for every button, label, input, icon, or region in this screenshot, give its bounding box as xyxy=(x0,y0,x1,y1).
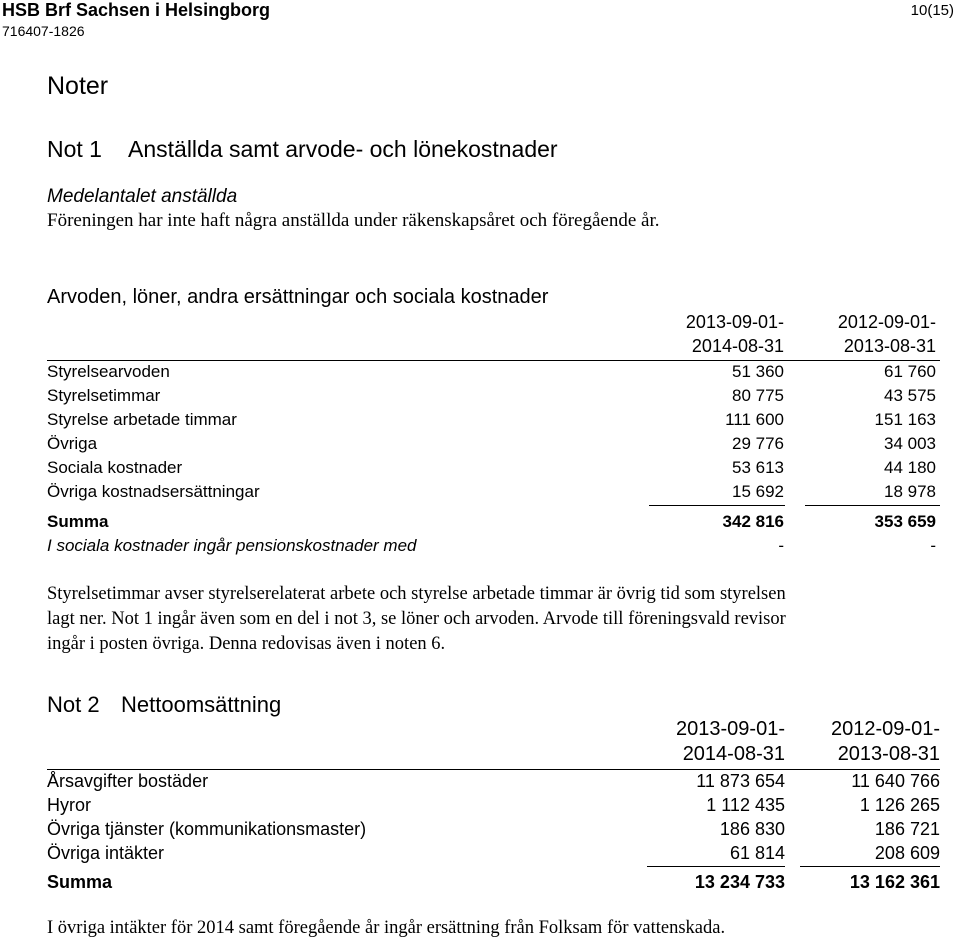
table-row-label: Övriga kostnadsersättningar xyxy=(47,482,260,501)
org-name: HSB Brf Sachsen i Helsingborg xyxy=(2,0,271,20)
table-row-label: Sociala kostnader xyxy=(47,458,183,477)
note1-header-rule xyxy=(47,360,940,361)
table-row-label: Styrelsetimmar xyxy=(47,386,161,405)
table-row-value-current: 11 873 654 xyxy=(696,771,785,791)
note2-header-rule xyxy=(47,769,940,770)
table-row-label: Styrelsearvoden xyxy=(47,362,170,381)
table-row-label: Hyror xyxy=(47,795,91,815)
table-row-value-previous: 34 003 xyxy=(884,434,936,453)
table-row-value-previous: 151 163 xyxy=(874,410,936,429)
note1-footnote-line: ingår i posten övriga. Denna redovisas även i noten 6. xyxy=(47,634,446,654)
note1-subtext: Föreningen har inte haft några anställda under räkenskapsåret och föregående år. xyxy=(47,210,660,231)
table-row-label: Övriga xyxy=(47,434,98,453)
table-row-value-current: 53 613 xyxy=(732,458,784,477)
note1-footnote-line: Styrelsetimmar avser styrelserelaterat arbete och styrelse arbetade timmar är övrig tid som styrelsen xyxy=(47,584,786,604)
note1-footnote-line: lagt ner. Not 1 ingår även som en del i not 3, se löner och arvoden. Arvode till föreningsvald revisor xyxy=(47,609,786,629)
note2-col2-header-b: 2013-08-31 xyxy=(837,743,940,765)
note1-pension-label: I sociala kostnader ingår pensionskostnader med xyxy=(47,536,417,555)
note2-footnote: I övriga intäkter för 2014 samt föregående år ingår ersättning från Folksam för vattenskada. xyxy=(47,918,726,938)
table-row-value-current: 111 600 xyxy=(725,410,784,429)
table-row-value-previous: 186 721 xyxy=(874,819,940,839)
notes-title: Noter xyxy=(47,72,109,100)
page-number: 10(15) xyxy=(910,2,954,19)
note2-title: Nettoomsättning xyxy=(121,692,282,717)
table-row-label: Övriga tjänster (kommunikationsmaster) xyxy=(47,819,367,839)
note1-title: Anställda samt arvode- och lönekostnader xyxy=(128,136,558,162)
table-row-value-previous: 208 609 xyxy=(874,843,940,863)
table-row-value-current: 186 830 xyxy=(719,819,785,839)
table-row-value-previous: 43 575 xyxy=(884,386,936,405)
note1-sum-rule-current xyxy=(649,505,785,506)
table-row-value-previous: 18 978 xyxy=(884,482,936,501)
note1-total-previous: 353 659 xyxy=(874,512,936,531)
note1-col2-header-b: 2013-08-31 xyxy=(843,336,936,356)
note1-number: Not 1 xyxy=(47,136,102,162)
table-row-label: Årsavgifter bostäder xyxy=(47,771,209,791)
note1-total-label: Summa xyxy=(47,512,109,531)
note2-total-previous: 13 162 361 xyxy=(849,872,940,892)
table-row-value-current: 1 112 435 xyxy=(706,795,785,815)
note2-sum-rule-previous xyxy=(800,866,940,867)
note2-total-current: 13 234 733 xyxy=(694,872,785,892)
table-row-value-previous: 1 126 265 xyxy=(859,795,940,815)
note1-pension-current: - xyxy=(778,536,784,555)
table-row-value-previous: 44 180 xyxy=(884,458,936,477)
note2-col2-header-a: 2012-09-01- xyxy=(831,718,940,740)
note2-col1-header-a: 2013-09-01- xyxy=(676,718,785,740)
note1-table-title: Arvoden, löner, andra ersättningar och sociala kostnader xyxy=(47,286,549,308)
table-row-value-current: 29 776 xyxy=(732,434,784,453)
note1-subheading: Medelantalet anställda xyxy=(47,186,238,207)
note2-number: Not 2 xyxy=(47,692,100,717)
table-row-value-current: 51 360 xyxy=(732,362,784,381)
table-row-value-previous: 11 640 766 xyxy=(851,771,940,791)
note1-pension-previous: - xyxy=(930,536,936,555)
table-row-value-current: 80 775 xyxy=(732,386,784,405)
table-row-label: Styrelse arbetade timmar xyxy=(47,410,237,429)
table-row-label: Övriga intäkter xyxy=(47,843,165,863)
table-row-value-current: 61 814 xyxy=(729,843,785,863)
note1-total-current: 342 816 xyxy=(722,512,784,531)
note1-col1-header-b: 2014-08-31 xyxy=(691,336,784,356)
note1-col1-header-a: 2013-09-01- xyxy=(685,312,784,332)
note2-total-label: Summa xyxy=(47,872,113,892)
org-number: 716407-1826 xyxy=(2,23,85,39)
note1-sum-rule-previous xyxy=(805,505,940,506)
note1-col2-header-a: 2012-09-01- xyxy=(837,312,936,332)
note2-col1-header-b: 2014-08-31 xyxy=(682,743,785,765)
table-row-value-current: 15 692 xyxy=(732,482,784,501)
note2-sum-rule-current xyxy=(647,866,785,867)
table-row-value-previous: 61 760 xyxy=(884,362,936,381)
